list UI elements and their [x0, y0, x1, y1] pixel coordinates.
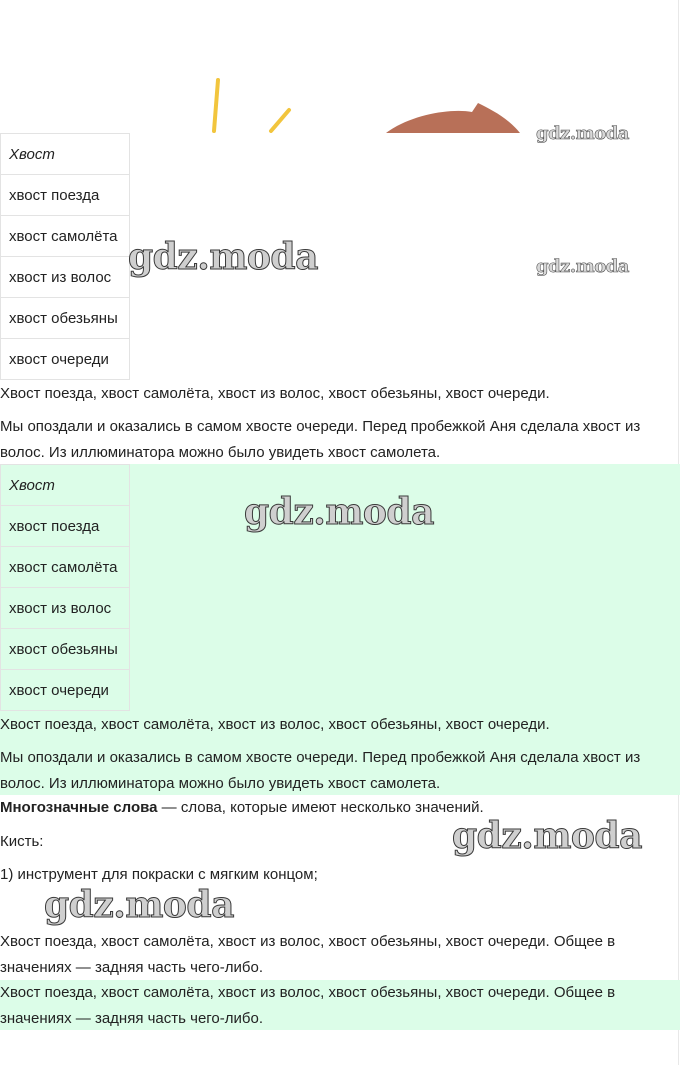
summary-text-1: Хвост поезда, хвост самолёта, хвост из волос, хвост обезьяны, хвост очереди. Общее в значениях — задняя часть чего-либо.	[0, 933, 616, 976]
yellow-ray-2	[271, 110, 289, 131]
table-row: хвост поезда	[1, 506, 130, 547]
watermark: gdz.moda	[128, 236, 318, 278]
summary-text-2: Хвост поезда, хвост самолёта, хвост из волос, хвост обезьяны, хвост очереди. Общее в значениях — задняя часть чего-либо.	[0, 984, 616, 1027]
table-row: хвост обезьяны	[1, 629, 130, 670]
table-row: хвост из волос	[1, 257, 130, 298]
table-row: хвост самолёта	[1, 547, 130, 588]
table-row: хвост самолёта	[1, 216, 130, 257]
answer-text-2: Хвост поезда, хвост самолёта, хвост из волос, хвост обезьяны, хвост очереди.	[0, 716, 550, 733]
word-label: Кисть:	[0, 833, 44, 850]
illustration-fragment	[0, 0, 680, 133]
table-header: Хвост	[1, 465, 130, 506]
table-header: Хвост	[1, 134, 130, 175]
table-row: хвост поезда	[1, 175, 130, 216]
watermark: gdz.moda	[536, 123, 629, 144]
watermark: gdz.moda	[452, 815, 642, 857]
word-table-2	[0, 464, 130, 711]
table-row: хвост обезьяны	[1, 298, 130, 339]
word-table-1	[0, 133, 130, 380]
brown-shape	[386, 103, 520, 133]
table-row: хвост очереди	[1, 339, 130, 380]
watermark: gdz.moda	[244, 491, 434, 533]
table-row: хвост очереди	[1, 670, 130, 711]
watermark: gdz.moda	[44, 884, 234, 926]
sentences-text-1: Мы опоздали и оказались в самом хвосте очереди. Перед пробежкой Аня сделала хвост из волос. Из иллюминатора можно было увидеть хвост самолета.	[0, 418, 641, 461]
watermark: gdz.moda	[536, 256, 629, 277]
yellow-ray-1	[214, 80, 218, 131]
table-row: хвост из волос	[1, 588, 130, 629]
answer-text-1: Хвост поезда, хвост самолёта, хвост из волос, хвост обезьяны, хвост очереди.	[0, 385, 550, 402]
sentences-text-2: Мы опоздали и оказались в самом хвосте очереди. Перед пробежкой Аня сделала хвост из волос. Из иллюминатора можно было увидеть хвост самолета.	[0, 749, 641, 792]
term: Многозначные слова	[0, 799, 158, 816]
definition: — слова, которые имеют несколько значений.	[157, 799, 484, 816]
meaning-item: 1) инструмент для покраски с мягким концом;	[0, 866, 318, 883]
